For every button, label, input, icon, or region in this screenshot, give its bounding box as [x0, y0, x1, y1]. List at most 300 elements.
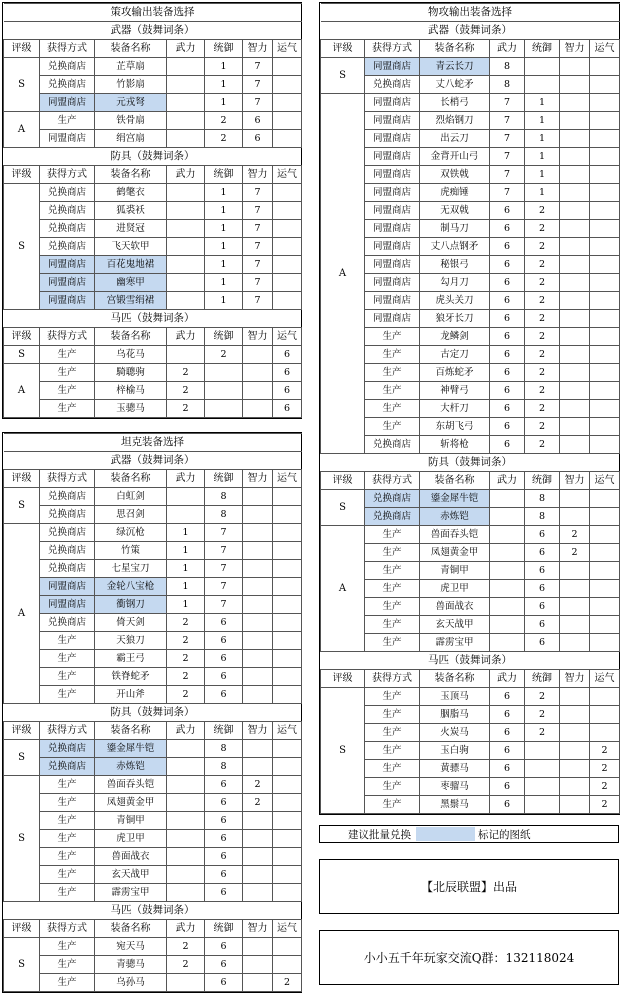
- luck-cell: [590, 526, 620, 544]
- equipment-row: [4, 130, 302, 148]
- grade-cell: A: [321, 526, 365, 652]
- luck-cell: [590, 562, 620, 580]
- item-name-cell: 赤炼铠: [420, 508, 490, 526]
- equipment-row: [321, 742, 620, 760]
- method-cell: 兑换商店: [365, 490, 420, 508]
- column-header: 装备名称: [95, 166, 167, 184]
- luck-cell: [590, 724, 620, 742]
- method-cell: 生产: [365, 382, 420, 400]
- force-cell: [167, 130, 205, 148]
- force-cell: 6: [490, 400, 525, 418]
- column-header: 统御: [525, 40, 560, 58]
- section-title: 马匹（鼓舞词条）: [4, 902, 302, 920]
- method-cell: 生产: [40, 848, 95, 866]
- command-cell: [525, 796, 560, 814]
- command-cell: 2: [525, 688, 560, 706]
- command-cell: 6: [525, 562, 560, 580]
- method-cell: 兑换商店: [40, 488, 95, 506]
- equipment-row: [321, 364, 620, 382]
- column-header: 获得方式: [40, 328, 95, 346]
- luck-cell: [590, 274, 620, 292]
- method-cell: 生产: [40, 686, 95, 704]
- section-title-row: [4, 148, 302, 166]
- command-cell: 2: [205, 130, 243, 148]
- equipment-row: [4, 596, 302, 614]
- item-name-cell: 宛天马: [95, 938, 167, 956]
- intellect-cell: [243, 740, 273, 758]
- luck-cell: [590, 328, 620, 346]
- item-name-cell: 玉顶马: [420, 688, 490, 706]
- intellect-cell: 2: [243, 776, 273, 794]
- command-cell: 6: [525, 544, 560, 562]
- command-cell: 2: [525, 274, 560, 292]
- item-name-cell: 进贤冠: [95, 220, 167, 238]
- method-cell: 生产: [40, 382, 95, 400]
- intellect-cell: [243, 400, 273, 418]
- method-cell: 同盟商店: [365, 292, 420, 310]
- method-cell: 同盟商店: [365, 310, 420, 328]
- contact-text: 小小五千年玩家交流Q群：132118024: [363, 951, 575, 965]
- force-cell: 6: [490, 436, 525, 454]
- luck-cell: 2: [590, 796, 620, 814]
- section-title-row: [4, 22, 302, 40]
- luck-cell: 6: [273, 382, 302, 400]
- force-cell: 7: [490, 148, 525, 166]
- equipment-row: [4, 830, 302, 848]
- method-cell: 同盟商店: [40, 596, 95, 614]
- method-cell: 生产: [40, 668, 95, 686]
- item-name-cell: 金背开山弓: [420, 148, 490, 166]
- intellect-cell: [243, 956, 273, 974]
- command-cell: 6: [205, 812, 243, 830]
- panel-title-row: [4, 4, 302, 22]
- intellect-cell: [560, 580, 590, 598]
- column-header: 智力: [243, 166, 273, 184]
- item-name-cell: 虎头关刀: [420, 292, 490, 310]
- command-cell: [525, 76, 560, 94]
- method-cell: 同盟商店: [40, 256, 95, 274]
- equipment-row: [321, 490, 620, 508]
- method-cell: 兑换商店: [40, 524, 95, 542]
- luck-cell: [273, 614, 302, 632]
- luck-cell: [273, 632, 302, 650]
- equipment-row: [321, 634, 620, 652]
- column-header: 武力: [490, 472, 525, 490]
- equipment-row: [321, 256, 620, 274]
- force-cell: [167, 274, 205, 292]
- grade-cell: S: [321, 688, 365, 814]
- equipment-row: [321, 616, 620, 634]
- grade-cell: S: [4, 740, 40, 776]
- command-cell: 6: [205, 668, 243, 686]
- luck-cell: [590, 76, 620, 94]
- header-row: [4, 920, 302, 938]
- credit-box: [319, 859, 619, 914]
- column-header: 统御: [205, 328, 243, 346]
- method-cell: 生产: [40, 650, 95, 668]
- force-cell: 6: [490, 346, 525, 364]
- equipment-row: [4, 506, 302, 524]
- force-cell: [167, 488, 205, 506]
- force-cell: [167, 238, 205, 256]
- luck-cell: [273, 758, 302, 776]
- force-cell: 2: [167, 632, 205, 650]
- force-cell: 8: [490, 58, 525, 76]
- item-name-cell: 百花鬼地裙: [95, 256, 167, 274]
- column-header: 获得方式: [40, 722, 95, 740]
- method-cell: 生产: [40, 112, 95, 130]
- equipment-row: [4, 400, 302, 418]
- command-cell: 2: [525, 400, 560, 418]
- item-name-cell: 秘银弓: [420, 256, 490, 274]
- intellect-cell: [560, 256, 590, 274]
- command-cell: 1: [205, 292, 243, 310]
- item-name-cell: 青骢马: [95, 956, 167, 974]
- equipment-row: [321, 328, 620, 346]
- intellect-cell: [243, 974, 273, 992]
- intellect-cell: 6: [243, 130, 273, 148]
- equipment-row: [321, 184, 620, 202]
- force-cell: [167, 506, 205, 524]
- luck-cell: [273, 184, 302, 202]
- equipment-row: [4, 938, 302, 956]
- force-cell: 2: [167, 614, 205, 632]
- command-cell: 2: [525, 292, 560, 310]
- command-cell: 6: [205, 776, 243, 794]
- header-row: [321, 670, 620, 688]
- luck-cell: [273, 220, 302, 238]
- method-cell: 生产: [40, 776, 95, 794]
- column-header: 武力: [490, 40, 525, 58]
- method-cell: 同盟商店: [40, 130, 95, 148]
- intellect-cell: [560, 598, 590, 616]
- item-name-cell: 绿沉枪: [95, 524, 167, 542]
- column-header: 获得方式: [40, 920, 95, 938]
- note-text-after: 标记的图纸: [478, 829, 531, 841]
- luck-cell: [590, 418, 620, 436]
- force-cell: 2: [167, 382, 205, 400]
- force-cell: 6: [490, 328, 525, 346]
- command-cell: 1: [205, 220, 243, 238]
- intellect-cell: [560, 310, 590, 328]
- equipment-row: [321, 724, 620, 742]
- column-header: 评级: [321, 472, 365, 490]
- luck-cell: [590, 544, 620, 562]
- item-name-cell: 青铜甲: [420, 562, 490, 580]
- intellect-cell: 7: [243, 238, 273, 256]
- command-cell: 6: [205, 866, 243, 884]
- intellect-cell: [243, 364, 273, 382]
- force-cell: [490, 526, 525, 544]
- equipment-row: [321, 238, 620, 256]
- column-header: 武力: [167, 166, 205, 184]
- equipment-row: [4, 488, 302, 506]
- luck-cell: [273, 650, 302, 668]
- item-name-cell: 勾月刀: [420, 274, 490, 292]
- equipment-row: [321, 166, 620, 184]
- item-name-cell: 元戎弩: [95, 94, 167, 112]
- force-cell: 6: [490, 202, 525, 220]
- item-name-cell: 神臂弓: [420, 382, 490, 400]
- intellect-cell: 7: [243, 220, 273, 238]
- column-header: 获得方式: [40, 40, 95, 58]
- command-cell: 8: [525, 490, 560, 508]
- item-name-cell: 烈焰钢刀: [420, 112, 490, 130]
- force-cell: 7: [490, 184, 525, 202]
- item-name-cell: 乌花马: [95, 346, 167, 364]
- item-name-cell: 铁脊蛇矛: [95, 668, 167, 686]
- intellect-cell: [243, 542, 273, 560]
- method-cell: 生产: [365, 616, 420, 634]
- luck-cell: [273, 740, 302, 758]
- section-title: 防具（鼓舞词条）: [321, 454, 620, 472]
- section-title-row: [4, 704, 302, 722]
- equipment-row: [4, 238, 302, 256]
- command-cell: 1: [525, 166, 560, 184]
- intellect-cell: [560, 346, 590, 364]
- method-cell: 兑换商店: [365, 436, 420, 454]
- column-header: 评级: [4, 166, 40, 184]
- column-header: 装备名称: [95, 40, 167, 58]
- luck-cell: 6: [273, 346, 302, 364]
- column-header: 装备名称: [95, 722, 167, 740]
- item-name-cell: 百炼蛇矛: [420, 364, 490, 382]
- intellect-cell: [560, 112, 590, 130]
- command-cell: 6: [205, 794, 243, 812]
- force-cell: 6: [490, 760, 525, 778]
- force-cell: [167, 76, 205, 94]
- physical-table: [320, 3, 620, 814]
- force-cell: [490, 616, 525, 634]
- luck-cell: [273, 488, 302, 506]
- luck-cell: [590, 508, 620, 526]
- luck-cell: [590, 202, 620, 220]
- method-cell: 生产: [40, 364, 95, 382]
- force-cell: 1: [167, 560, 205, 578]
- command-cell: 1: [205, 274, 243, 292]
- force-cell: 2: [167, 956, 205, 974]
- luck-cell: [590, 184, 620, 202]
- command-cell: 6: [205, 974, 243, 992]
- method-cell: 同盟商店: [40, 274, 95, 292]
- command-cell: 8: [205, 740, 243, 758]
- method-cell: 同盟商店: [365, 184, 420, 202]
- luck-cell: [590, 130, 620, 148]
- item-name-cell: 玉白驹: [420, 742, 490, 760]
- equipment-row: [4, 524, 302, 542]
- header-row: [321, 472, 620, 490]
- equipment-row: [321, 544, 620, 562]
- section-title-row: [4, 310, 302, 328]
- equipment-row: [4, 758, 302, 776]
- command-cell: 6: [205, 632, 243, 650]
- force-cell: 1: [167, 524, 205, 542]
- method-cell: 生产: [40, 956, 95, 974]
- intellect-cell: [243, 382, 273, 400]
- item-name-cell: 枣骝马: [420, 778, 490, 796]
- intellect-cell: 2: [560, 544, 590, 562]
- method-cell: 生产: [40, 974, 95, 992]
- column-header: 统御: [205, 722, 243, 740]
- intellect-cell: [560, 148, 590, 166]
- item-name-cell: 思召剑: [95, 506, 167, 524]
- grade-cell: A: [321, 94, 365, 454]
- header-row: [4, 328, 302, 346]
- method-cell: 兑换商店: [40, 184, 95, 202]
- method-cell: 生产: [365, 724, 420, 742]
- luck-cell: [590, 220, 620, 238]
- method-cell: 同盟商店: [365, 148, 420, 166]
- command-cell: 6: [205, 848, 243, 866]
- grade-cell: S: [4, 488, 40, 524]
- item-name-cell: 黑鬃马: [420, 796, 490, 814]
- force-cell: 6: [490, 706, 525, 724]
- panel-title: 策攻输出装备选择: [4, 4, 302, 22]
- method-cell: 兑换商店: [40, 740, 95, 758]
- item-name-cell: 凤翅黄金甲: [420, 544, 490, 562]
- equipment-row: [321, 580, 620, 598]
- item-name-cell: 出云刀: [420, 130, 490, 148]
- method-cell: 生产: [40, 400, 95, 418]
- command-cell: 2: [525, 706, 560, 724]
- method-cell: 同盟商店: [365, 130, 420, 148]
- intellect-cell: [243, 506, 273, 524]
- item-name-cell: 七星宝刀: [95, 560, 167, 578]
- command-cell: 2: [525, 310, 560, 328]
- column-header: 智力: [243, 722, 273, 740]
- grade-cell: S: [4, 184, 40, 310]
- command-cell: 1: [205, 58, 243, 76]
- luck-cell: [590, 580, 620, 598]
- intellect-cell: [560, 418, 590, 436]
- section-title: 武器（鼓舞词条）: [4, 22, 302, 40]
- luck-cell: [273, 794, 302, 812]
- force-cell: [490, 544, 525, 562]
- grade-cell: A: [4, 112, 40, 148]
- equipment-row: [4, 292, 302, 310]
- method-cell: 同盟商店: [365, 220, 420, 238]
- equipment-row: [4, 364, 302, 382]
- luck-cell: [590, 490, 620, 508]
- force-cell: 6: [490, 688, 525, 706]
- intellect-cell: 2: [560, 526, 590, 544]
- force-cell: 6: [490, 220, 525, 238]
- method-cell: 兑换商店: [365, 508, 420, 526]
- item-name-cell: 黄骠马: [420, 760, 490, 778]
- method-cell: 生产: [40, 812, 95, 830]
- intellect-cell: 7: [243, 184, 273, 202]
- panel-tank: [2, 432, 302, 993]
- luck-cell: [273, 202, 302, 220]
- intellect-cell: 7: [243, 94, 273, 112]
- grade-cell: S: [321, 58, 365, 94]
- item-name-cell: 竹策: [95, 542, 167, 560]
- item-name-cell: 铁骨扇: [95, 112, 167, 130]
- command-cell: 1: [525, 148, 560, 166]
- luck-cell: [273, 524, 302, 542]
- equipment-row: [4, 668, 302, 686]
- column-header: 装备名称: [95, 470, 167, 488]
- intellect-cell: [243, 830, 273, 848]
- command-cell: 1: [525, 94, 560, 112]
- equipment-row: [4, 274, 302, 292]
- method-cell: 生产: [365, 634, 420, 652]
- intellect-cell: [560, 562, 590, 580]
- luck-cell: [273, 238, 302, 256]
- force-cell: [167, 256, 205, 274]
- force-cell: [167, 58, 205, 76]
- equipment-row: [321, 418, 620, 436]
- equipment-row: [321, 202, 620, 220]
- command-cell: 1: [205, 76, 243, 94]
- luck-cell: [273, 884, 302, 902]
- method-cell: 同盟商店: [365, 274, 420, 292]
- force-cell: 1: [167, 542, 205, 560]
- item-name-cell: 梓榆马: [95, 382, 167, 400]
- luck-cell: [590, 238, 620, 256]
- force-cell: 6: [490, 364, 525, 382]
- command-cell: 8: [205, 506, 243, 524]
- item-name-cell: 斩将枪: [420, 436, 490, 454]
- column-header: 装备名称: [95, 328, 167, 346]
- column-header: 获得方式: [40, 470, 95, 488]
- force-cell: 6: [490, 238, 525, 256]
- item-name-cell: 芷草扇: [95, 58, 167, 76]
- equipment-row: [321, 598, 620, 616]
- command-cell: 2: [525, 364, 560, 382]
- intellect-cell: [243, 560, 273, 578]
- luck-cell: [273, 560, 302, 578]
- equipment-row: [321, 760, 620, 778]
- command-cell: 2: [525, 418, 560, 436]
- luck-cell: [273, 812, 302, 830]
- equipment-row: [321, 292, 620, 310]
- force-cell: [167, 794, 205, 812]
- force-cell: 6: [490, 256, 525, 274]
- column-header: 智力: [560, 472, 590, 490]
- item-name-cell: 倚天剑: [95, 614, 167, 632]
- equipment-row: [4, 740, 302, 758]
- command-cell: 6: [525, 634, 560, 652]
- panel-physical: [319, 2, 620, 815]
- force-cell: [167, 184, 205, 202]
- column-header: 统御: [205, 470, 243, 488]
- luck-cell: 2: [273, 974, 302, 992]
- equipment-row: [4, 848, 302, 866]
- equipment-row: [4, 956, 302, 974]
- equipment-row: [321, 688, 620, 706]
- luck-cell: [590, 346, 620, 364]
- item-name-cell: 青铜甲: [95, 812, 167, 830]
- luck-cell: [273, 596, 302, 614]
- command-cell: 2: [525, 382, 560, 400]
- luck-cell: 6: [273, 364, 302, 382]
- equipment-row: [321, 58, 620, 76]
- luck-cell: [590, 256, 620, 274]
- equipment-row: [321, 508, 620, 526]
- item-name-cell: 胭脂马: [420, 706, 490, 724]
- item-name-cell: 狐裘袄: [95, 202, 167, 220]
- item-name-cell: 霹雳宝甲: [95, 884, 167, 902]
- equipment-row: [4, 346, 302, 364]
- force-cell: 6: [490, 274, 525, 292]
- method-cell: 兑换商店: [40, 238, 95, 256]
- method-cell: 同盟商店: [365, 202, 420, 220]
- method-cell: 生产: [365, 706, 420, 724]
- method-cell: 生产: [40, 346, 95, 364]
- command-cell: 6: [205, 650, 243, 668]
- item-name-cell: 龙鳞剑: [420, 328, 490, 346]
